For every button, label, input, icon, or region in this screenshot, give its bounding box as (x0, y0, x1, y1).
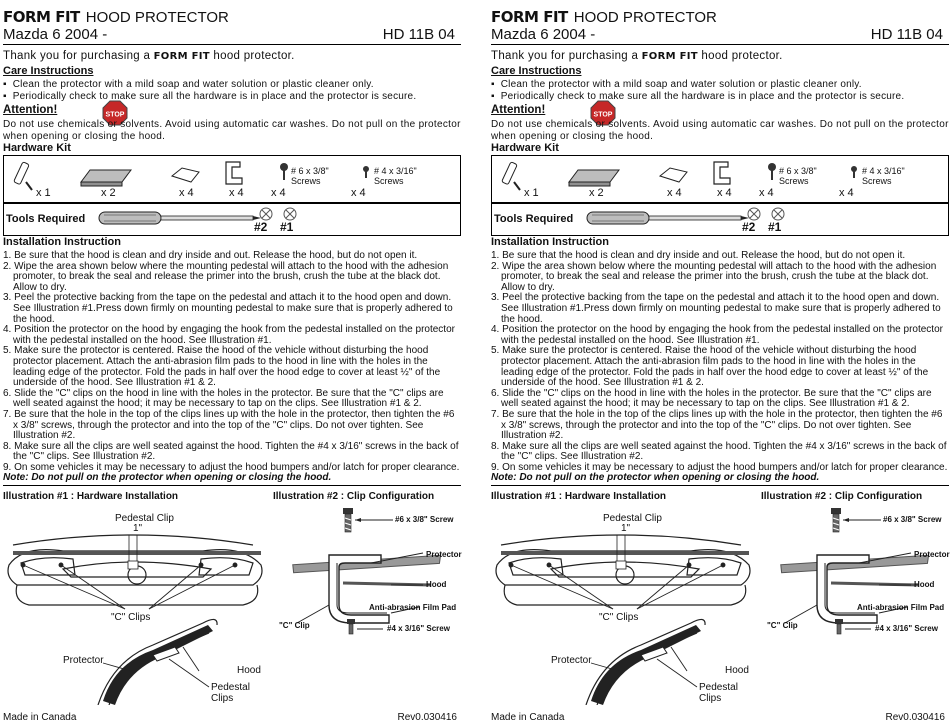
qty-c-clip: x 4 (229, 187, 244, 199)
instruction-sheet-left (3, 0, 463, 725)
vehicle-model: Mazda 6 2004 - (3, 26, 108, 43)
care-list (491, 79, 904, 102)
hardware-title: Hardware Kit (491, 142, 559, 154)
screw-6-callout: #6 x 3/8" Screw (883, 515, 942, 524)
model-row (491, 26, 949, 45)
tools-title: Tools Required (6, 213, 86, 225)
film-pad-callout: Anti-abrasion Film Pad (857, 603, 945, 612)
pedestal-clips-label: Pedestal Clips (699, 682, 738, 704)
tools-drawings (4, 204, 460, 235)
dimension-label: 1" (621, 523, 631, 534)
qty-film-pad: x 4 (667, 187, 682, 199)
bit-1-label: #1 (768, 220, 782, 234)
bit-2-label: #2 (742, 220, 756, 234)
hood-callout: Hood (426, 580, 447, 589)
screw-6-size: # 6 x 3/8" (779, 166, 817, 176)
care-list (3, 79, 416, 102)
screw-6-word: Screws (779, 176, 809, 186)
screw-4-label (374, 166, 417, 186)
step: 1. Be sure that the hood is clean and dry inside and out. Release the hood, but do not open it. (3, 250, 418, 261)
illustration-2 (759, 505, 950, 645)
thanks-after: hood protector. (213, 50, 295, 62)
qty-film-pad: x 4 (179, 187, 194, 199)
tools-drawings (492, 204, 948, 235)
qty-promoter: x 1 (36, 187, 51, 199)
screw-4-icon (347, 619, 355, 634)
screwdriver-icon (587, 212, 749, 224)
screwdriver-icon (99, 212, 261, 224)
qty-screw-6: x 4 (759, 187, 774, 199)
header-brand-row (3, 8, 463, 26)
illustration-2-title: Illustration #2 : Clip Configuration (761, 491, 923, 502)
tools-required-box (3, 203, 461, 236)
step: 5. Make sure the protector is centered. Raise the hood of the vehicle without disturbing the hood protector placement. Attach the anti-abrasion film pads to the hood in line with the holes in the leading edge of the protector. Fold the pads in half over the hood edge to cover at least ½" of the underside of the hood. See Illustration #1 & 2. (491, 345, 929, 389)
installation-steps (491, 251, 949, 484)
step: 9. On some vehicles it may be necessary to adjust the hood bumpers and/or latch for proper clearance. (3, 461, 460, 473)
c-clip-callout: "C" Clip (279, 621, 310, 630)
illustration-2-title: Illustration #2 : Clip Configuration (273, 491, 435, 502)
screw-6-label (291, 166, 329, 186)
screw-4-icon (363, 166, 369, 178)
step: 2. Wipe the area shown below where the mounting pedestal will attach to the hood with the adhesion promoter, to break the seal and release the primer into the brush, crush the tube at the black dot. Allow to dry. (3, 260, 449, 293)
installation-steps (3, 251, 461, 484)
phillips-bit-1-icon (772, 208, 784, 220)
screw-6-word: Screws (291, 176, 321, 186)
film-pad-icon (660, 168, 687, 182)
step: 6. Slide the "C" clips on the hood in line with the holes in the protector. Be sure that the "C" clips are well seated against the hood; it may be necessary to tap on the clips. See Illustration #1 & 2. (3, 387, 444, 410)
stop-sign-text: STOP (593, 111, 613, 119)
qty-promoter: x 1 (524, 187, 539, 199)
installation-title: Installation Instruction (3, 236, 121, 248)
product-name: HOOD PROTECTOR (573, 9, 717, 26)
mounting-pedestal-icon (81, 170, 131, 186)
thanks-before: Thank you for purchasing a (491, 50, 639, 62)
step: 1. Be sure that the hood is clean and dry inside and out. Release the hood, but do not open it. (491, 250, 906, 261)
qty-pedestal: x 2 (589, 187, 604, 199)
care-item: ▪ Periodically check to make sure all the hardware is in place and the protector is secure. (491, 91, 904, 103)
illustration-1 (491, 505, 759, 705)
screw-6-icon (280, 163, 288, 180)
illustration-1 (3, 505, 271, 705)
c-clips-label: "C" Clips (111, 612, 151, 623)
c-clip-icon (226, 162, 242, 184)
phillips-bit-2-icon (260, 208, 272, 220)
protector-callout: Protector (426, 550, 462, 559)
model-row (3, 26, 461, 45)
phillips-bit-1-icon (284, 208, 296, 220)
installation-title: Installation Instruction (491, 236, 609, 248)
made-in-label: Made in Canada (3, 712, 77, 723)
step: 2. Wipe the area shown below where the mounting pedestal will attach to the hood with the adhesion promoter, to break the seal and release the primer into the brush, crush the tube at the black dot. Allow to dry. (491, 260, 937, 293)
tools-title: Tools Required (494, 213, 574, 225)
attention-title: Attention! (491, 104, 546, 116)
stop-sign-text: STOP (105, 111, 125, 119)
screw-4-size: # 4 x 3/16" (374, 166, 417, 176)
film-pad-icon (172, 168, 199, 182)
illustrations-divider (491, 485, 949, 486)
screw-6-icon (343, 508, 353, 532)
care-title: Care Instructions (491, 65, 582, 77)
step: 4. Position the protector on the hood by engaging the hook from the pedestal installed on the protector with the pedestal installed on the hood. See Illustration #1. (491, 324, 943, 346)
pedestal-clip-label: Pedestal Clip (115, 513, 174, 524)
protector-callout: Protector (914, 550, 950, 559)
step: 3. Peel the protective backing from the tape on the pedestal and attach it to the hood open and down. See Illustration #1.Press down firmly on mounting pedestal to make sure that is properly adhered to the hood. (491, 292, 941, 325)
part-number: HD 11B 04 (870, 26, 943, 43)
pedestal-clip-label: Pedestal Clip (603, 513, 662, 524)
header-brand-row (491, 8, 950, 26)
qty-pedestal: x 2 (101, 187, 116, 199)
screw-4-icon (851, 166, 857, 178)
hood-label: Hood (725, 665, 749, 676)
attention-title: Attention! (3, 104, 58, 116)
product-name: HOOD PROTECTOR (85, 9, 229, 26)
illustration-2 (271, 505, 463, 645)
screw-4-word: Screws (862, 176, 892, 186)
step: 7. Be sure that the hole in the top of the clips lines up with the hole in the protector, then tighten the #6 x 3/8" screws, through the protector and into the top of the "C" clips. Do not over tighten. See Illustration #2. (491, 408, 943, 442)
attention-text: Do not use chemicals or solvents. Avoid using automatic car washes. Do not pull on the protector when opening or closing the hood. (491, 119, 949, 142)
revision-label: Rev0.030416 (885, 712, 945, 723)
screw-6-callout: #6 x 3/8" Screw (395, 515, 454, 524)
care-item: ▪ Clean the protector with a mild soap and water solution or plastic cleaner only. (3, 79, 416, 91)
pedestal-clips-label: Pedestal Clips (211, 682, 250, 704)
step: 3. Peel the protective backing from the tape on the pedestal and attach it to the hood open and down. See Illustration #1.Press down firmly on mounting pedestal to make sure that is properly adhered to the hood. (3, 292, 453, 325)
illustration-1-title: Illustration #1 : Hardware Installation (491, 491, 667, 502)
adhesion-promoter-icon (14, 162, 32, 190)
safety-note: Note: Do not pull on the protector when opening or closing the hood. (491, 472, 820, 484)
screw-6-label (779, 166, 817, 186)
part-number: HD 11B 04 (382, 26, 455, 43)
screw-4-label (862, 166, 905, 186)
screw-4-size: # 4 x 3/16" (862, 166, 905, 176)
car-front-drawing (491, 505, 759, 705)
attention-text: Do not use chemicals or solvents. Avoid using automatic car washes. Do not pull on the protector when opening or closing the hood. (3, 119, 461, 142)
thanks-before: Thank you for purchasing a (3, 50, 151, 62)
made-in-label: Made in Canada (491, 712, 565, 723)
phillips-bit-2-icon (748, 208, 760, 220)
car-front-drawing (3, 505, 271, 705)
step: 8. Make sure all the clips are well seated against the hood. Tighten the #4 x 3/16" screws in the back of the "C" clips. See Illustration #2. (491, 440, 947, 463)
thanks-brand: FORM FIT (641, 51, 698, 62)
thank-you-text (491, 50, 783, 62)
step: 4. Position the protector on the hood by engaging the hook from the pedestal installed on the protector with the pedestal installed on the hood. See Illustration #1. (3, 324, 455, 346)
c-clip-callout: "C" Clip (767, 621, 798, 630)
step: 6. Slide the "C" clips on the hood in line with the holes in the protector. Be sure that the "C" clips are well seated against the hood; it may be necessary to tap on the clips. See Illustration #1 & 2. (491, 387, 932, 410)
step: 7. Be sure that the hole in the top of the clips lines up with the hole in the protector, then tighten the #6 x 3/8" screws, through the protector and into the top of the "C" clips. Do not over tighten. See Illustration #2. (3, 408, 455, 442)
screw-4-word: Screws (374, 176, 404, 186)
adhesion-promoter-icon (502, 162, 520, 190)
screw-4-callout: #4 x 3/16" Screw (875, 624, 938, 633)
care-title: Care Instructions (3, 65, 94, 77)
qty-screw-4: x 4 (351, 187, 366, 199)
qty-c-clip: x 4 (717, 187, 732, 199)
care-item: ▪ Periodically check to make sure all the hardware is in place and the protector is secure. (3, 91, 416, 103)
care-item: ▪ Clean the protector with a mild soap and water solution or plastic cleaner only. (491, 79, 904, 91)
c-clips-label: "C" Clips (599, 612, 639, 623)
step: 8. Make sure all the clips are well seated against the hood. Tighten the #4 x 3/16" screws in the back of the "C" clips. See Illustration #2. (3, 440, 459, 463)
vehicle-model: Mazda 6 2004 - (491, 26, 596, 43)
mounting-pedestal-icon (569, 170, 619, 186)
qty-screw-4: x 4 (839, 187, 854, 199)
illustrations-divider (3, 485, 461, 486)
brand-logo: FORM FIT (3, 8, 80, 26)
hardware-title: Hardware Kit (3, 142, 71, 154)
dimension-label: 1" (133, 523, 143, 534)
thanks-after: hood protector. (701, 50, 783, 62)
step: 9. On some vehicles it may be necessary to adjust the hood bumpers and/or latch for proper clearance. (491, 461, 948, 473)
illustration-1-title: Illustration #1 : Hardware Installation (3, 491, 179, 502)
screw-6-icon (831, 508, 841, 532)
thanks-brand: FORM FIT (153, 51, 210, 62)
bit-1-label: #1 (280, 220, 294, 234)
screw-6-size: # 6 x 3/8" (291, 166, 329, 176)
thank-you-text (3, 50, 295, 62)
step: 5. Make sure the protector is centered. Raise the hood of the vehicle without disturbing the hood protector placement. Attach the anti-abrasion film pads to the hood in line with the holes in the leading edge of the protector. Fold the pads in half over the hood edge to cover at least ½" of the underside of the hood. See Illustration #1 & 2. (3, 345, 441, 389)
tools-required-box (491, 203, 949, 236)
revision-label: Rev0.030416 (397, 712, 457, 723)
c-clip-icon (714, 162, 730, 184)
hood-label: Hood (237, 665, 261, 676)
screw-4-icon (835, 619, 843, 634)
protector-label: Protector (551, 655, 592, 666)
hood-callout: Hood (914, 580, 935, 589)
screw-4-callout: #4 x 3/16" Screw (387, 624, 450, 633)
safety-note: Note: Do not pull on the protector when opening or closing the hood. (3, 472, 332, 484)
instruction-sheet-right (491, 0, 950, 725)
screw-6-icon (768, 163, 776, 180)
qty-screw-6: x 4 (271, 187, 286, 199)
protector-label: Protector (63, 655, 104, 666)
bit-2-label: #2 (254, 220, 268, 234)
brand-logo: FORM FIT (491, 8, 568, 26)
film-pad-callout: Anti-abrasion Film Pad (369, 603, 457, 612)
